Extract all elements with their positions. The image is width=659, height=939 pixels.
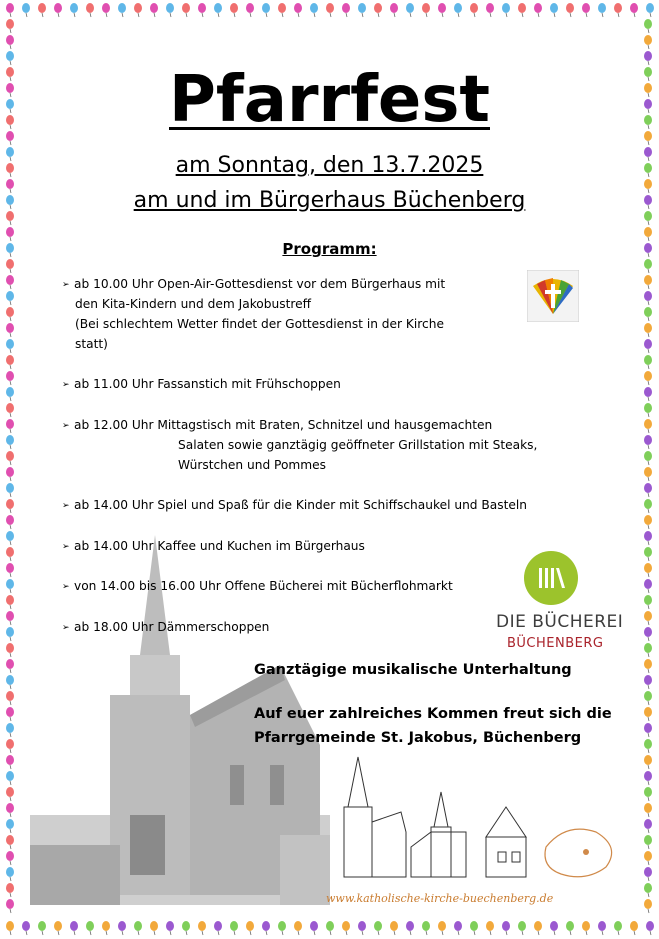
arrow-icon: ➢ [62,280,70,290]
library-logo-subtext: BÜCHENBERG [507,636,604,651]
church-sketches [336,752,626,887]
program-item-6: ➢ von 14.00 bis 16.00 Uhr Offene Bücherei mit Bücherflohmarkt [62,576,453,597]
program-item-7: ➢ ab 18.00 Uhr Dämmerschoppen [62,617,269,638]
program-item-2: ➢ ab 11.00 Uhr Fassanstich mit Frühschoppen [62,374,341,395]
program-item-1-line3: (Bei schlechtem Wetter findet der Gottesdienst in der Kirche [75,317,444,331]
program-item-3-line3: Würstchen und Pommes [178,458,327,472]
music-note: Ganztägige musikalische Unterhaltung [254,662,572,678]
arrow-icon: ➢ [62,623,70,633]
program-item-3-line2: Salaten sowie ganztägig geöffneter Grillstation mit Steaks, [178,438,538,452]
program-item-1-line4: statt) [75,337,108,351]
library-logo-text: DIE BÜCHEREI [496,612,624,632]
closing-line-2: Pfarrgemeinde St. Jakobus, Büchenberg [254,730,582,746]
page-title: Pfarrfest [169,63,490,137]
location-line: am und im Bürgerhaus Büchenberg [133,188,526,213]
arrow-icon: ➢ [62,421,70,431]
arrow-icon: ➢ [62,582,70,592]
arrow-icon: ➢ [62,380,70,390]
closing-line-1: Auf euer zahlreiches Kommen freut sich die [254,706,612,722]
jakobus-shell-logo [527,270,579,322]
library-logo-mark [523,550,579,606]
program-item-1: ➢ ab 10.00 Uhr Open-Air-Gottesdienst vor dem Bürgerhaus mit [62,274,445,295]
website-url: www.katholische-kirche-buechenberg.de [326,892,554,905]
program-item-5: ➢ ab 14.00 Uhr Kaffee und Kuchen im Bürgerhaus [62,536,365,557]
program-heading: Programm: [282,240,377,258]
program-item-4: ➢ ab 14.00 Uhr Spiel und Spaß für die Kinder mit Schiffschaukel und Basteln [62,495,527,516]
arrow-icon: ➢ [62,542,70,552]
program-item-1-line2: den Kita-Kindern und dem Jakobustreff [75,297,311,311]
arrow-icon: ➢ [62,501,70,511]
date-line: am Sonntag, den 13.7.2025 [175,153,484,178]
program-item-3: ➢ ab 12.00 Uhr Mittagstisch mit Braten, Schnitzel und hausgemachten [62,415,492,436]
